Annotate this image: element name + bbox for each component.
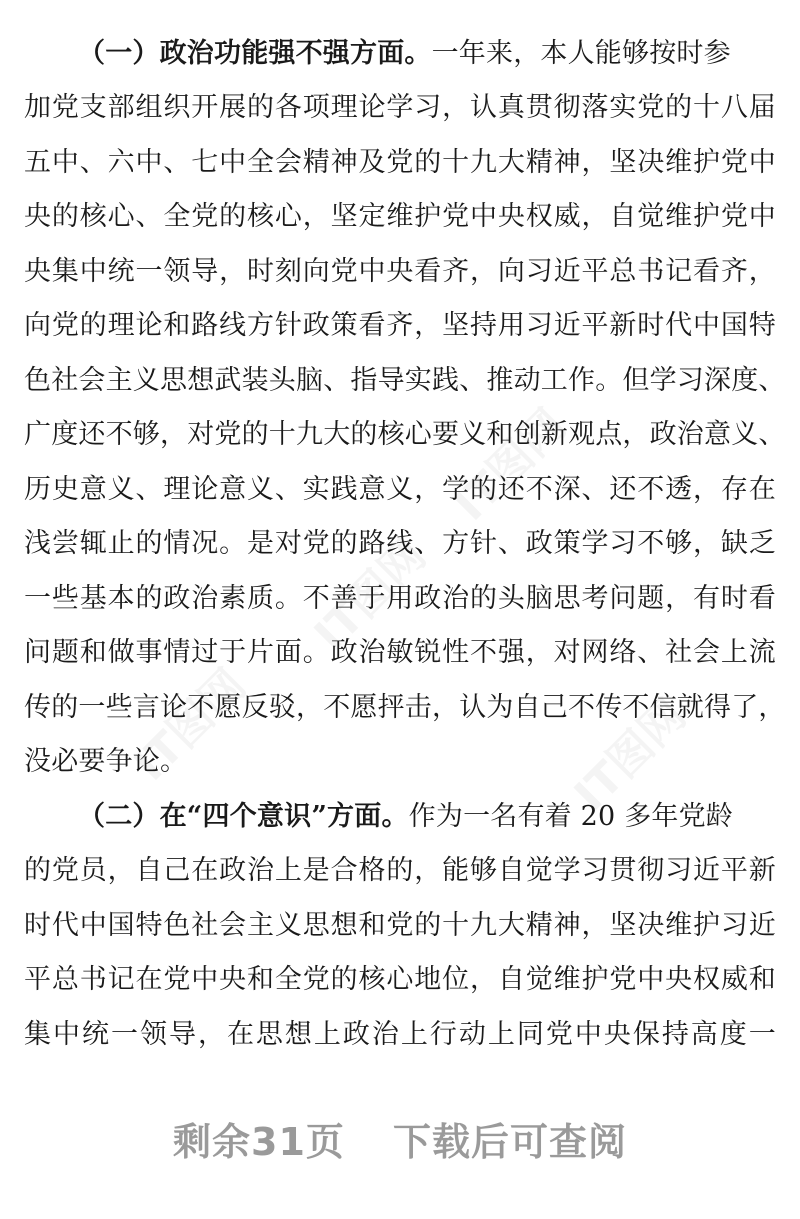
- paragraph-1-line-8: 广度还不够，对党的十九大的核心要义和创新观点，政治意义、: [24, 419, 786, 450]
- paragraph-2-heading: （二）在“四个意识”方面。: [78, 800, 409, 832]
- paragraph-1-line-10: 浅尝辄止的情况。是对党的路线、方针、政策学习不够，缺乏: [24, 528, 776, 559]
- section-heading-partial: [24, 0, 776, 27]
- paragraph-2-line-3: 时代中国特色社会主义思想和党的十九大精神，坚决维护习近: [24, 909, 776, 941]
- document-body: [24, 0, 786, 1062]
- paragraph-1-line-3: 五中、六中、七中全会精神及党的十九大精神，坚决维护党中: [24, 146, 776, 178]
- paragraph-1-line-5: 央集中统一领导，时刻向党中央看齐，向习近平总书记看齐，: [24, 255, 776, 287]
- paragraph-2-line-5: 集中统一领导，在思想上政治上行动上同党中央保持高度一: [24, 1018, 776, 1050]
- paragraph-1: [24, 27, 786, 790]
- paragraph-1-line-13: 传的一些言论不愿反驳，不愿抨击，认为自己不传不信就得了，: [24, 691, 786, 723]
- paragraph-2-line-2: 的党员，自己在政治上是合格的，能够自觉学习贯彻习近平新: [24, 855, 776, 886]
- remaining-pages-text: 剩余31页: [173, 1120, 345, 1164]
- paragraph-2-line-4: 平总书记在党中央和全党的核心地位，自觉维护党中央权威和: [24, 964, 776, 995]
- paragraph-1-line-6: 向党的理论和路线方针政策看齐，坚持用习近平新时代中国特: [24, 310, 776, 341]
- paragraph-2-line-1-text: 作为一名有着 20 多年党龄: [408, 800, 733, 832]
- paragraph-1-heading: （一）政治功能强不强方面。: [78, 37, 432, 69]
- download-prompt-text: 下载后可查阅: [392, 1120, 627, 1164]
- paragraph-1-line-7: 色社会主义思想武装头脑、指导实践、推动工作。但学习深度、: [24, 364, 786, 396]
- paragraph-1-line-14: 没必要争论。: [24, 746, 188, 777]
- paragraph-2-line-1: [24, 790, 776, 845]
- paragraph-2: [24, 790, 776, 1063]
- download-banner[interactable]: [0, 1112, 800, 1172]
- paragraph-1-line-1-text: 一年来，本人能够按时参: [431, 37, 731, 69]
- paragraph-1-line-9: 历史意义、理论意义、实践意义，学的还不深、还不透，存在: [24, 473, 776, 505]
- paragraph-1-line-2: 加党支部组织开展的各项理论学习，认真贯彻落实党的十八届: [24, 92, 776, 123]
- paragraph-1-line-11: 一些基本的政治素质。不善于用政治的头脑思考问题，有时看: [24, 582, 776, 614]
- paragraph-1-line-4: 央的核心、全党的核心，坚定维护党中央权威，自觉维护党中: [24, 201, 776, 232]
- paragraph-1-line-1: [24, 27, 776, 82]
- paragraph-1-line-12: 问题和做事情过于片面。政治敏锐性不强，对网络、社会上流: [24, 637, 776, 668]
